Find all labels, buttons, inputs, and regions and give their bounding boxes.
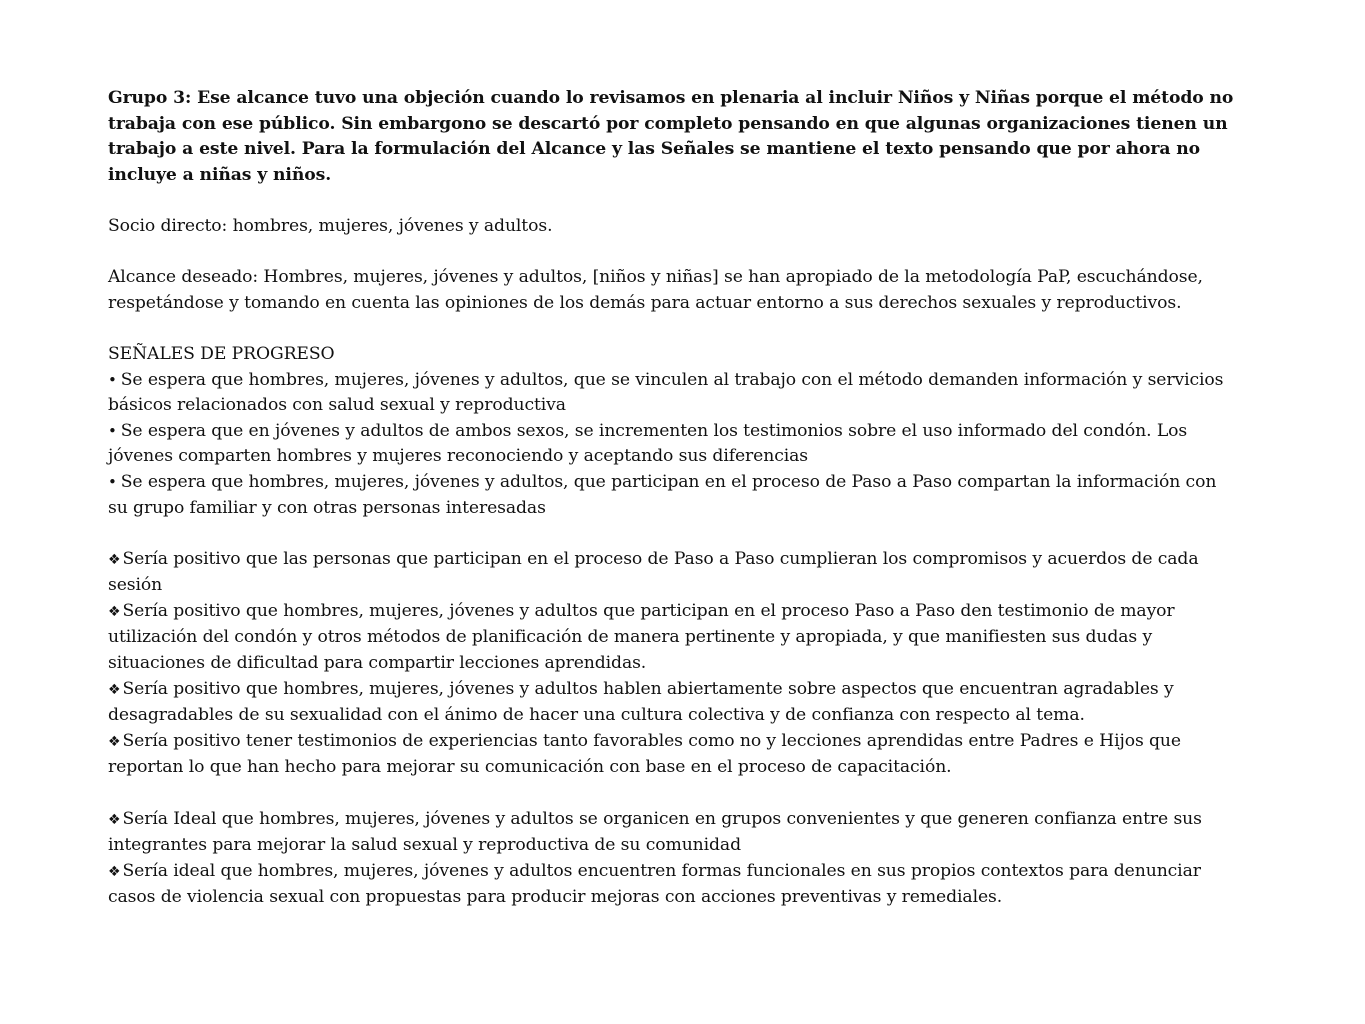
- espera-item: [108, 419, 1240, 470]
- espera-item-text: Se espera que hombres, mujeres, jóvenes y adultos, que se vinculen al trabajo con el método demanden información y servicios básicos relacionados con salud sexual y reproductiva: [108, 369, 1224, 416]
- socio-directo-paragraph: Socio directo: hombres, mujeres, jóvenes y adultos.: [108, 215, 553, 236]
- bullet-icon: •: [108, 370, 117, 389]
- bullet-icon: •: [108, 421, 117, 440]
- diamond-bullet-icon: ❖: [108, 863, 121, 880]
- positivo-item-text: Sería positivo que las personas que participan en el proceso de Paso a Paso cumplieran los compromisos y acuerdos de cada sesión: [108, 548, 1199, 596]
- positivo-item: [108, 677, 1240, 729]
- document-body: [108, 86, 1240, 911]
- diamond-bullet-icon: ❖: [108, 681, 121, 698]
- ideal-item: [108, 859, 1240, 911]
- espera-item: [108, 368, 1240, 419]
- bullet-icon: •: [108, 472, 117, 491]
- diamond-bullet-icon: ❖: [108, 733, 121, 750]
- ideal-item-text: Sería ideal que hombres, mujeres, jóvenes y adultos encuentren formas funcionales en sus propios contextos para denunciar casos de violencia sexual con propuestas para producir mejoras con acciones preventivas y remediales.: [108, 860, 1201, 908]
- positivo-item: [108, 599, 1240, 677]
- positivo-item-text: Sería positivo tener testimonios de experiencias tanto favorables como no y lecciones aprendidas entre Padres e Hijos que reportan lo que han hecho para mejorar su comunicación con base en el proceso de capacitación.: [108, 730, 1181, 778]
- positivo-item-text: Sería positivo que hombres, mujeres, jóvenes y adultos hablen abiertamente sobre aspectos que encuentran agradables y desagradables de su sexualidad con el ánimo de hacer una cultura colectiva y de confianza con respecto al tema.: [108, 678, 1174, 726]
- senales-heading: SEÑALES DE PROGRESO: [108, 343, 335, 364]
- positivo-item: [108, 729, 1240, 781]
- positivo-list: [108, 547, 1240, 781]
- diamond-bullet-icon: ❖: [108, 551, 121, 568]
- diamond-bullet-icon: ❖: [108, 811, 121, 828]
- spacer: [108, 521, 1240, 547]
- diamond-bullet-icon: ❖: [108, 603, 121, 620]
- ideal-item: [108, 807, 1240, 859]
- espera-item-text: Se espera que en jóvenes y adultos de ambos sexos, se incrementen los testimonios sobre el uso informado del condón. Los jóvenes comparten hombres y mujeres reconociendo y aceptando sus diferencias: [108, 420, 1188, 467]
- spacer: [108, 240, 1240, 266]
- positivo-item-text: Sería positivo que hombres, mujeres, jóvenes y adultos que participan en el proceso Paso a Paso den testimonio de mayor utilización del condón y otros métodos de planificación de manera pertinente y apropiada, y que manifiesten sus dudas y situaciones de dificultad para compartir lecciones aprendidas.: [108, 600, 1175, 674]
- spacer: [108, 316, 1240, 342]
- intro-paragraph: Grupo 3: Ese alcance tuvo una objeción cuando lo revisamos en plenaria al incluir Niños y Niñas porque el método no trabaja con ese público. Sin embargono se descartó por completo pensando en que algunas organizaciones tienen un trabajo a este nivel. Para la formulación del Alcance y las Señales se mantiene el texto pensando que por ahora no incluye a niñas y niños.: [108, 88, 1234, 185]
- spacer: [108, 781, 1240, 807]
- espera-list: [108, 368, 1240, 522]
- ideal-item-text: Sería Ideal que hombres, mujeres, jóvenes y adultos se organicen en grupos convenientes y que generen confianza entre sus integrantes para mejorar la salud sexual y reproductiva de su comunidad: [108, 808, 1202, 856]
- espera-item-text: Se espera que hombres, mujeres, jóvenes y adultos, que participan en el proceso de Paso a Paso compartan la información con su grupo familiar y con otras personas interesadas: [108, 471, 1217, 518]
- espera-item: [108, 470, 1240, 521]
- spacer: [108, 188, 1240, 214]
- positivo-item: [108, 547, 1240, 599]
- ideal-list: [108, 807, 1240, 911]
- alcance-deseado-paragraph: Alcance deseado: Hombres, mujeres, jóvenes y adultos, [niños y niñas] se han apropiado de la metodología PaP, escuchándose, respetándose y tomando en cuenta las opiniones de los demás para actuar entorno a sus derechos sexuales y reproductivos.: [108, 267, 1203, 313]
